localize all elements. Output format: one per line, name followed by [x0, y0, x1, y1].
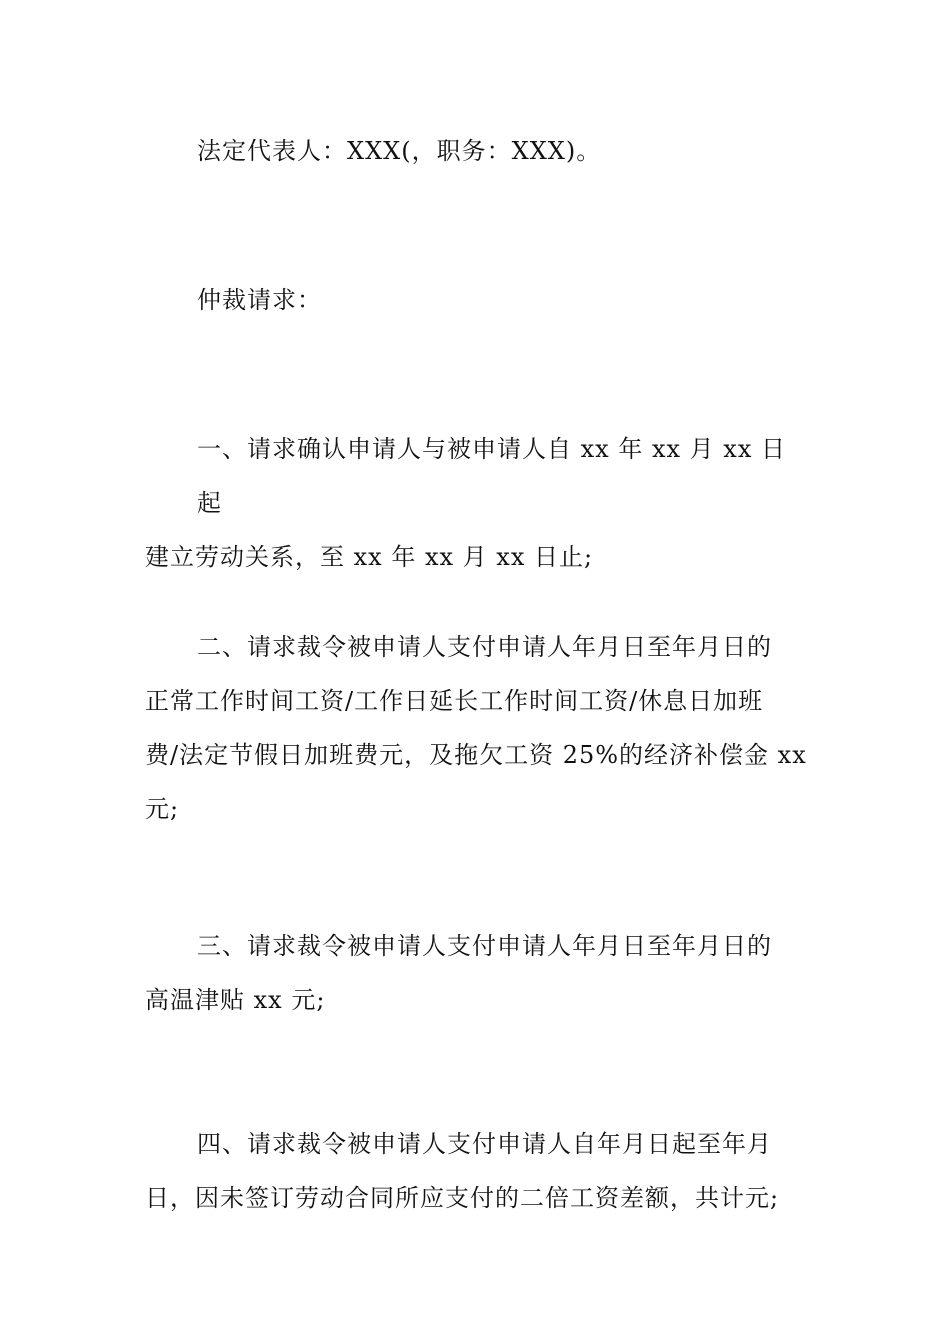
paragraph-line: 正常工作时间工资/工作日延长工作时间工资/休息日加班 [145, 687, 764, 715]
paragraph-line: 四、请求裁令被申请人支付申请人自年月日起至年月 [197, 1130, 772, 1158]
request-item-4 [145, 1117, 810, 1225]
request-item-3 [145, 919, 810, 1027]
paragraph-line: 高温津贴 xx 元; [145, 986, 326, 1014]
paragraph-line: 法定代表人：XXX(，职务：XXX)。 [197, 137, 602, 165]
paragraph-line: 二、请求裁令被申请人支付申请人年月日至年月日的 [197, 633, 772, 661]
paragraph-line: 元; [145, 795, 180, 823]
paragraph-line: 仲裁请求： [197, 286, 322, 314]
paragraph-line: 三、请求裁令被申请人支付申请人年月日至年月日的 [197, 932, 772, 960]
arbitration-request-heading [145, 273, 810, 327]
paragraph-line: 建立劳动关系，至 xx 年 xx 月 xx 日止; [145, 543, 594, 571]
request-item-2 [145, 620, 810, 836]
paragraph-line: 一、请求确认申请人与被申请人自 xx 年 xx 月 xx 日起 [197, 435, 786, 517]
request-item-1 [145, 422, 810, 584]
paragraph-line: 日，因未签订劳动合同所应支付的二倍工资差额，共计元; [145, 1184, 780, 1212]
legal-representative-paragraph [145, 124, 810, 178]
paragraph-line: 费/法定节假日加班费元，及拖欠工资 25%的经济补偿金 xx [145, 741, 807, 769]
